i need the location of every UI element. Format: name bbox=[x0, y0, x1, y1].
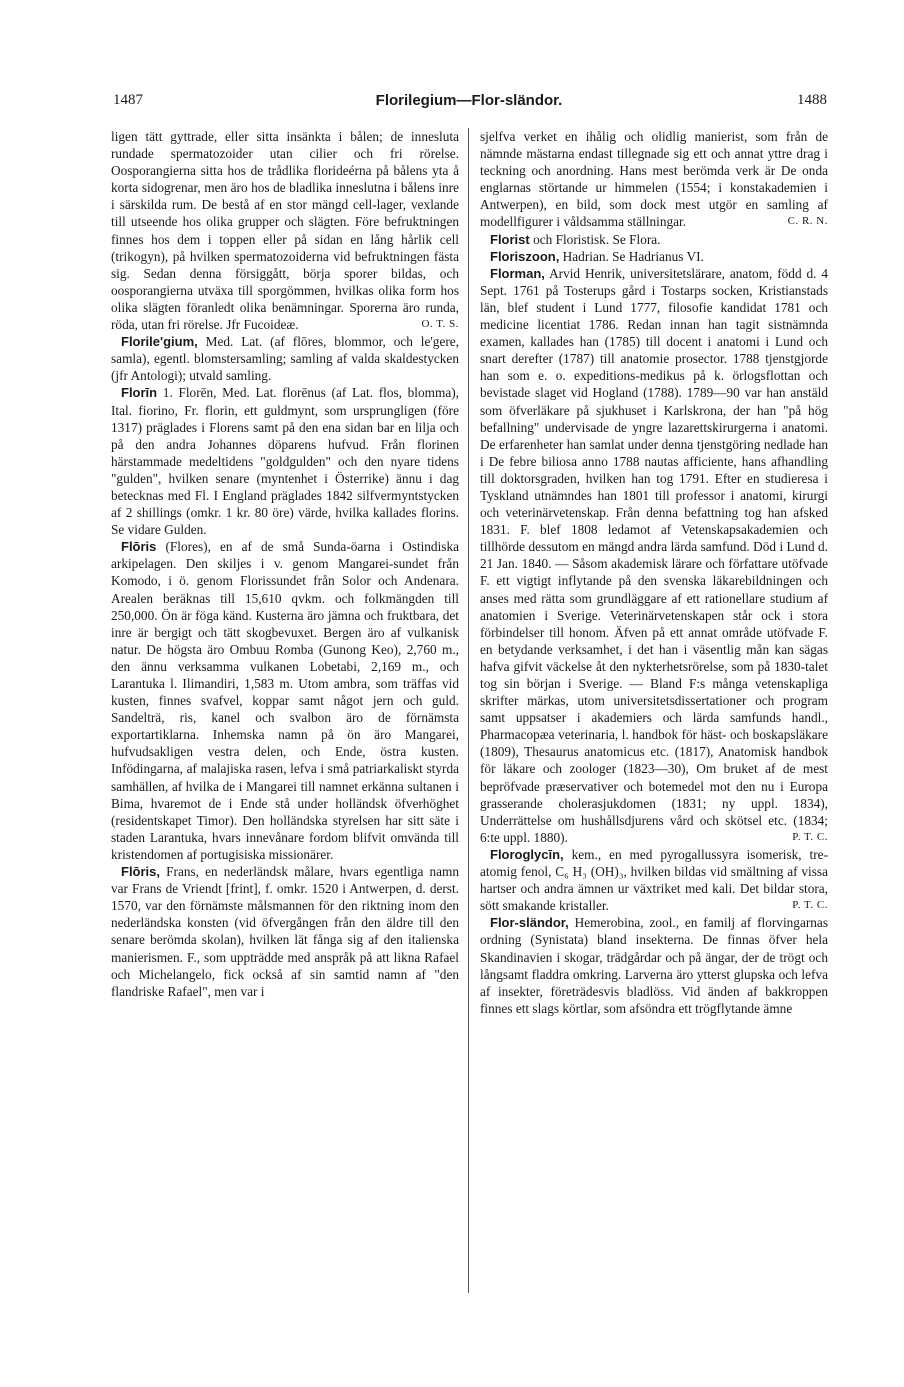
entry-text: Arvid Henrik, universitetslärare, anatom, född d. 4 Sept. 1761 på Tosterups gård i Tostarps socken, Kristianstads län, blef student i Lund 1777, filosofie kandidat 1781 och medicine licentiat 1786. Redan innan han tagit sistnämnda examen, kallades han (1785) till docent i anatomi i Lund och snart derefter (1787) till anatomie prosector. 1788 tjenstgjorde han som e. o. expeditions-medikus på k. örlogsflottan och bevistade slaget vid Hogland (1788). 1789—90 var han anstäld som öfverläkare på sjukhuset i Karlskrona, der han "på hög befallning" undervisade de yngre lazarettskirurgerna i anatomi. De erfarenheter han samlat under denna tjenstgöring nedlade han i De febre biliosa anno 1788 nautas afficiente, hans afhandling till doktorsgraden, hvilken han tog 1791. Efter en studieresa i Tyskland utnämndes han 1801 till professor i anatomi, kirurgi och veterinärvetenskap. Från denna befattning tog han afsked 1831. F. blef 1808 ledamot af Vetenskapsakademien och tillhörde dessutom en mängd andra lärda samfund. Död i Lund d. 21 Jan. 1840. — Såsom akademisk lärare och författare utöfvade F. ett vigtigt inflytande på den svenska läkarebildningen och anses med rätta som grundläggare af ett rationellare studium af anatomien i Sverige. Veterinärvetenskapen står ock i stora förbindelser till honom. Äfven på ett annat område utöfvade F. en betydande verksamhet, i det han i väsentlig mån kan sägas hafva gifvit väckelse åt den nykterhetsrörelse, som på 1830-talet tog sin början i Sverige. — Bland F:s många vetenskapliga skrifter märkas, utom universitetsdissertationer och program samt uppsatser i akademiers och lärda samfunds handl., Pharmacopæa veterinaria, l. handbok för häst- och boskapsläkare (1809), Thesaurus anatomicus etc. (1817), Anatomisk handbok för läkare och zoologer (1823—30), Om bruket af de mest bepröfvade præservativer och botemedel mot den nu i Europa grasserande cholerasjukdomen (1831; ny uppl. 1834), Underrättelse om hushållsdjurens vård och skötsel etc. (1834; 6:te uppl. 1880). bbox=[480, 265, 828, 845]
author-signature: P. T. C. bbox=[792, 899, 828, 912]
entry-text: Hadrian. Se Hadrianus VI. bbox=[562, 248, 704, 264]
entry-headword: Florīn bbox=[121, 385, 158, 401]
entry-headword: Flor-sländor, bbox=[490, 915, 569, 931]
author-signature: P. T. C. bbox=[792, 830, 828, 843]
entry-text: (Flores), en af de små Sunda-öarna i Ostindiska arkipelagen. Den skiljes i v. genom Mangarei-sundet från Komodo, i ö. genom Florissundet från Solor och Andenara. Arealen beräknas till 15,610 qvkm. och folkmängden till 250,000. Ön är föga känd. Kusterna äro jämna och fruktbara, det inre är bergigt och tätt skogbevuxet. Bergen äro af vulkanisk natur. De högsta äro Ombuu Romba (Gunong Keo), 2,760 m., den ännu verksamma vulkanen Lobetabi, 2,169 m., och Larantuka l. Ilimandiri, 1,583 m. Utom ambra, som träffas vid kusten, finnes svafvel, koppar samt något jern och guld. Sandelträ, ris, kanel och svalbon äro de förnämsta exportartiklarna. Inhemska namn på ön äro Mangarei, hufvudsakligen vestra delen, och Ende, östra kusten. Infödingarna, af malajiska rasen, lefva i små patriarkaliskt styrda samhällen, af hvilka de i Mangarei till namnet erkänna sultanen i Bima, hvaremot de i Ende stå under holländsk öfverhöghet (residentskapet Timor). Den holländska styrelsen har sitt säte i staden Larantuka, hvars innevånare fordom blifvit omvända till kristendomen af portugisiska missionärer. bbox=[111, 539, 459, 862]
running-title: Florilegium—Flor-sländor. bbox=[375, 92, 563, 109]
entry-text: 1. Florēn, Med. Lat. florēnus (af Lat. flos, blomma), Ital. fiorino, Fr. florin, ett guldmynt, som ursprungligen (före 1317) präglades i Florens samt på den ena sidan bar en lilja och på den andra Johannes döparens hufvud. Från florinen härstammade medeltidens "goldgulden" och den nyare tidens "gulden", hvilken senare (myntenhet i Österrike) ännu i dag betecknas med Fl. I England präglades 1842 silfvermyntstycken af 2 shillings (omkr. 1 kr. 80 öre) värde, hvilka kallades florins. Se vidare Gulden. bbox=[111, 385, 459, 538]
dictionary-entry bbox=[111, 863, 459, 1000]
dictionary-entry bbox=[111, 333, 459, 384]
dictionary-entry bbox=[480, 914, 828, 1017]
entry-headword: Flōris, bbox=[121, 864, 161, 880]
entry-headword: Florman, bbox=[490, 265, 545, 281]
entry-text: Med. Lat. (af flōres, blommor, och le'gere, samla), egentl. blomstersamling; samling af valda skaldestycken (jfr Antologi); utvald samling. bbox=[111, 334, 459, 384]
entry-headword: Flōris bbox=[121, 539, 157, 555]
dictionary-entry bbox=[480, 846, 828, 914]
page-number-left: 1487 bbox=[113, 92, 143, 108]
page-header bbox=[111, 92, 827, 114]
entry-text: och Floristisk. Se Flora. bbox=[533, 231, 661, 247]
entry-headword: Floriszoon, bbox=[490, 248, 560, 264]
continued-text bbox=[111, 128, 459, 333]
entry-text: sjelfva verket en ihålig och olidlig manierist, som från de nämnde mästarna endast tillegnade sig ett och annat yttre drag i teckning och anordning. Hans mest berömda verk är De onda englarnas störtande ur himmelen (1554; i konstakademien i Antwerpen), en bild, som dock mest utgör en samling af modellfigurer i våldsamma ställningar. bbox=[480, 129, 828, 230]
entry-headword: Florile'gium, bbox=[121, 334, 198, 350]
left-column bbox=[111, 128, 459, 1000]
column-divider bbox=[468, 128, 469, 1293]
right-column bbox=[480, 128, 828, 1017]
author-signature: C. R. N. bbox=[787, 215, 828, 228]
continued-text bbox=[480, 128, 828, 231]
entry-text: ligen tätt gyttrade, eller sitta insänkta i bålen; de innesluta rundade spermatozoider utan cilier och fri rörelse. Oosporangierna sitta hos de trådlika florideérna på bålens yta å korta sidogrenar, men äro hos de bladlika inneslutna i bålens inre i särskilda rum. De bestå af en stor mängd cell-lager, vexlande till utseende hos olika grupper och slägten. Före befruktningen finnes hos dem i toppen eller på sidan en lång hårlik cell (trikogyn), på hvilken spermatozoiderna vid befruktningen fästa sig. Sedan denna försiggått, börja sporer bildas, och oosporangierna utväxa till sporgömmen, hvilkas olika form hos olika slägten föranledt olika benämningar. Sporerna äro runda, röda, utan fri rörelse. Jfr Fucoideæ. bbox=[111, 129, 459, 333]
dictionary-entry bbox=[111, 538, 459, 863]
dictionary-entry bbox=[480, 265, 828, 846]
author-signature: O. T. S. bbox=[421, 318, 459, 331]
entry-text: kem., en med pyrogallussyra isomerisk, tre-atomig fenol, C₆ H₃ (OH)₃, hvilken bildas vid smältning af vissa hartser och andra ämnen ur växtriket med kali. Det bildar stora, sött smakande kristaller. bbox=[480, 846, 828, 914]
page-number-right: 1488 bbox=[797, 92, 827, 108]
entry-headword: Floroglycīn, bbox=[490, 846, 564, 862]
entry-text: Hemerobina, zool., en familj af florvingarnas ordning (Synistata) bland insekterna. De finnas öfver hela Skandinavien i skogar, trädgårdar och på ängar, der de trögt och långsamt fladdra omkring. Larverna äro ytterst glupska och lefva af insekter, företrädesvis bladlöss. Vid änden af bakkroppen finnes ett slags körtlar, som afsöndra ett trögflytande ämne bbox=[480, 915, 828, 1016]
dictionary-entry bbox=[480, 231, 828, 248]
entry-headword: Florist bbox=[490, 231, 530, 247]
entry-text: Frans, en nederländsk målare, hvars egentliga namn var Frans de Vriendt [frint], f. omkr. 1520 i Antwerpen, d. derst. 1570, var den förnämste målsmannen för den riktning inom den nederländska konsten (vid öfvergången från den äldre till den senare berömda skolan), hvilken lät fånga sig af den italienska manierismen. F., som uppträdde med anspråk på att likna Rafael och Michelangelo, fick också af sin samtid namn af "den flandriske Rafael", men var i bbox=[111, 864, 459, 999]
dictionary-entry bbox=[480, 248, 828, 265]
dictionary-entry bbox=[111, 384, 459, 538]
